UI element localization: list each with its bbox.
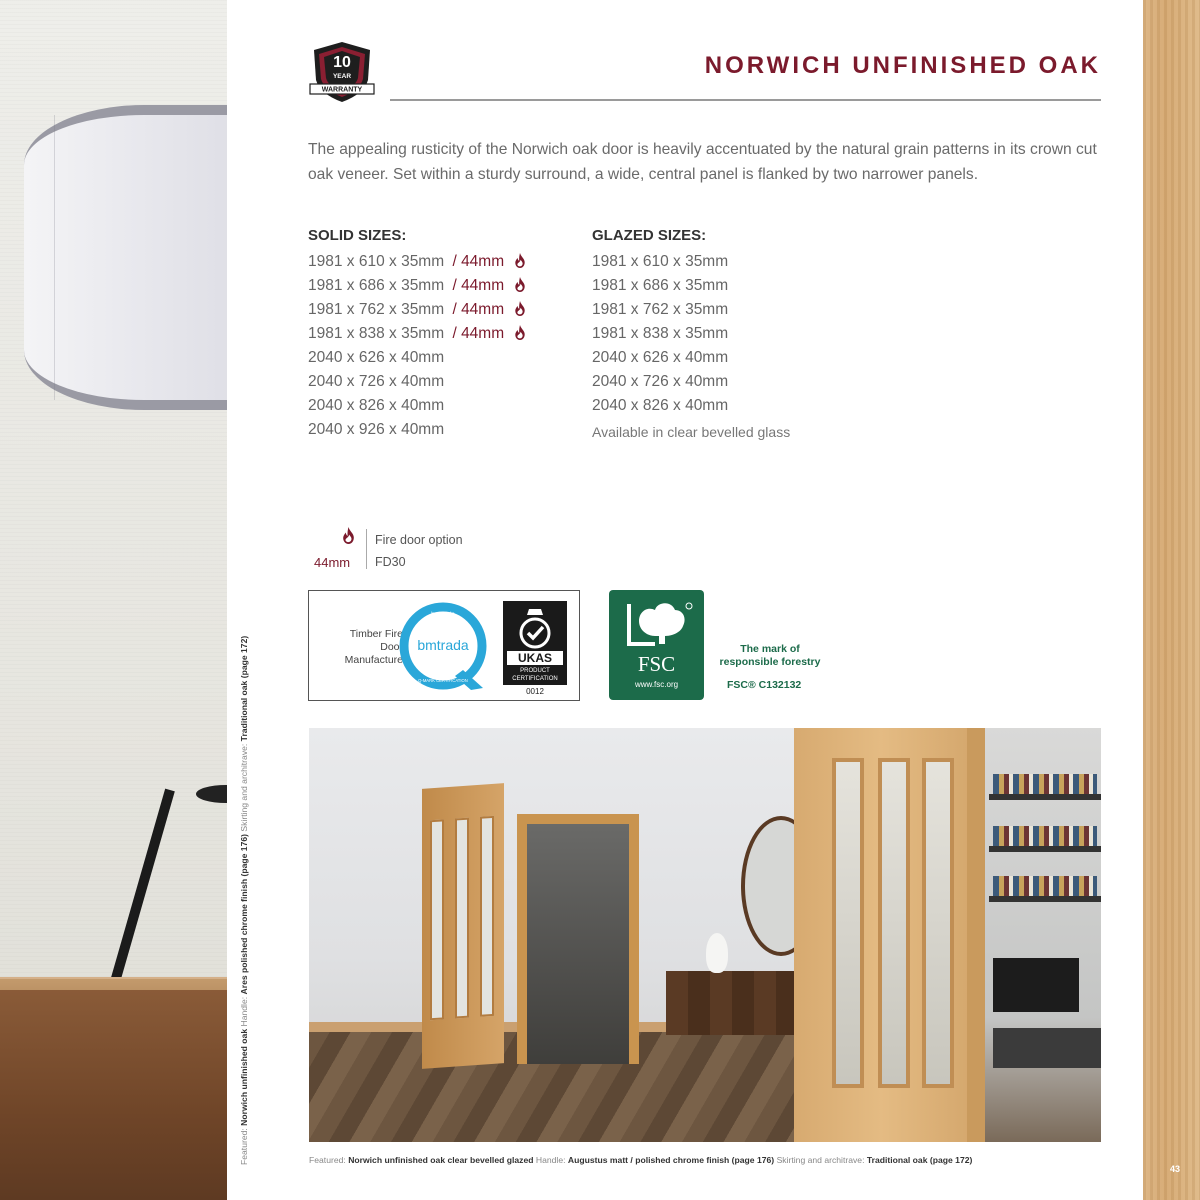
ukas-sub2: CERTIFICATION [512, 676, 558, 682]
cert-text-line: Timber Fire [349, 628, 403, 640]
solid-sizes-list [308, 227, 526, 442]
glazed-door-left [422, 783, 504, 1069]
sideboard [666, 971, 806, 1035]
warranty-year: YEAR [332, 73, 352, 80]
fsc-tagline-line: responsible forestry [719, 656, 821, 668]
side-caption-skirting-value: Traditional oak (page 172) [239, 635, 249, 742]
glass-pane [480, 816, 494, 1017]
bookshelf [989, 896, 1101, 902]
glazed-sizes-heading: GLAZED SIZES: [592, 227, 707, 244]
cert-text-line: Manufacture [344, 654, 403, 666]
size-value: 2040 x 626 x 40mm [308, 349, 445, 366]
glazed-size-row: 1981 x 838 x 35mm [592, 325, 729, 342]
photo-caption-skirting-label: Skirting and architrave: [776, 1155, 865, 1165]
fsc-tagline [712, 643, 828, 669]
glazed-door-right [794, 728, 969, 1142]
bookshelf [989, 846, 1101, 852]
legend-rating: FD30 [375, 555, 406, 569]
legend-divider [366, 529, 367, 569]
flame-icon [514, 325, 526, 340]
cert-text [323, 628, 403, 667]
fsc-logo [609, 590, 704, 700]
side-caption-handle-label: Handle: [239, 996, 249, 1027]
bm-trada-logo-icon [399, 600, 491, 692]
solid-size-row [308, 322, 526, 346]
glazed-size-row: 1981 x 762 x 35mm [592, 301, 729, 318]
wood-floor [0, 990, 227, 1200]
books [993, 826, 1097, 846]
glazed-size-row: 1981 x 610 x 35mm [592, 253, 729, 270]
ukas-sub1: PRODUCT [520, 668, 550, 674]
photo-caption-handle-label: Handle: [535, 1155, 566, 1165]
legend-fire-size: 44mm [314, 555, 351, 570]
books [993, 774, 1097, 794]
glass-pane [878, 758, 910, 1088]
warranty-badge-icon [306, 40, 378, 104]
flame-icon [514, 301, 526, 316]
photo-caption-featured-label: Featured: [309, 1155, 346, 1165]
glass-pane [922, 758, 954, 1088]
photo-caption-featured-value: Norwich unfinished oak clear bevelled glazed [348, 1155, 534, 1165]
lifestyle-photo-left [0, 0, 227, 1200]
cert-text-line: Door [380, 641, 403, 653]
fsc-license-code: FSC® C132132 [727, 679, 802, 691]
solid-size-rows [308, 250, 526, 442]
glazed-size-row: 2040 x 626 x 40mm [592, 349, 729, 366]
fire-size-value: / 44mm [452, 277, 505, 294]
solid-size-row [308, 370, 526, 394]
fsc-url: www.fsc.org [634, 680, 679, 689]
size-value: 2040 x 926 x 40mm [308, 421, 445, 438]
size-value: 1981 x 610 x 35mm [308, 253, 445, 270]
door-opening [517, 814, 639, 1064]
flame-icon [514, 253, 526, 268]
fsc-tree-icon [609, 596, 704, 656]
solid-size-row [308, 418, 526, 442]
fire-size-value: / 44mm [452, 325, 505, 342]
fire-door-certification [308, 590, 580, 701]
legend-label: Fire door option [375, 533, 463, 547]
door-frame [967, 728, 985, 1142]
bm-trada-word: bmtrada [417, 637, 469, 653]
title-divider [390, 99, 1101, 101]
glazed-note: Available in clear bevelled glass [592, 424, 791, 440]
solid-size-row [308, 394, 526, 418]
photo-caption-handle-value: Augustus matt / polished chrome finish (page 176) [567, 1155, 775, 1165]
television [993, 958, 1079, 1012]
bm-trada-ring: Q-MARK CERTIFICATION [418, 678, 468, 683]
page-number: 43 [1169, 1164, 1180, 1174]
glazed-size-row: 1981 x 686 x 35mm [592, 277, 729, 294]
bm-trada-top: bm trada [431, 612, 455, 618]
size-value: 1981 x 838 x 35mm [308, 325, 445, 342]
solid-size-row [308, 346, 526, 370]
fire-size-value: / 44mm [452, 301, 505, 318]
flame-icon [514, 277, 526, 292]
size-value: 1981 x 686 x 35mm [308, 277, 445, 294]
side-caption-featured-value: Norwich unfinished oak [239, 1028, 249, 1126]
size-value: 2040 x 826 x 40mm [308, 397, 445, 414]
side-caption-featured-label: Featured: [239, 1128, 249, 1165]
glazed-size-row: 2040 x 726 x 40mm [592, 373, 729, 390]
fsc-word: FSC [637, 652, 676, 676]
fsc-tagline-line: The mark of [740, 643, 800, 655]
fire-door-legend [310, 525, 510, 575]
lampshade [24, 105, 227, 410]
side-caption-handle-value: Ares polished chrome finish (page 176) [239, 834, 249, 995]
glass-pane [455, 818, 469, 1019]
books [993, 876, 1097, 896]
glass-pane [430, 819, 444, 1020]
ukas-logo-icon [503, 601, 567, 685]
warranty-number: 10 [333, 54, 351, 71]
solid-size-row [308, 298, 526, 322]
bookshelf [989, 794, 1101, 800]
ukas-word: UKAS [517, 651, 553, 665]
ukas-number: 0012 [526, 687, 544, 696]
glazed-sizes-list [592, 227, 790, 440]
glazed-size-row: 2040 x 826 x 40mm [592, 397, 729, 414]
warranty-label: WARRANTY [321, 86, 363, 94]
side-caption-skirting-label: Skirting and architrave: [239, 743, 249, 832]
solid-size-row [308, 250, 526, 274]
tv-cabinet [993, 1028, 1101, 1068]
oak-veneer-strip [1143, 0, 1200, 1200]
flame-icon [342, 527, 355, 544]
side-caption [236, 535, 252, 1165]
intro-paragraph: The appealing rusticity of the Norwich oak door is heavily accentuated by the natural grain patterns in its crown cut oak veneer. Set within a sturdy surround, a wide, central panel is flanked by two narrower panels. [308, 141, 1097, 183]
vase [706, 933, 728, 973]
fire-size-value: / 44mm [452, 253, 505, 270]
glass-pane [832, 758, 864, 1088]
solid-sizes-heading: SOLID SIZES: [308, 227, 407, 244]
solid-size-row [308, 274, 526, 298]
size-value: 1981 x 762 x 35mm [308, 301, 445, 318]
photo-caption-skirting-value: Traditional oak (page 172) [866, 1155, 973, 1165]
photo-caption [309, 1155, 1109, 1165]
page-title: NORWICH UNFINISHED OAK [704, 52, 1101, 79]
product-photo [309, 728, 1101, 1142]
glazed-size-rows [592, 250, 790, 418]
size-value: 2040 x 726 x 40mm [308, 373, 445, 390]
